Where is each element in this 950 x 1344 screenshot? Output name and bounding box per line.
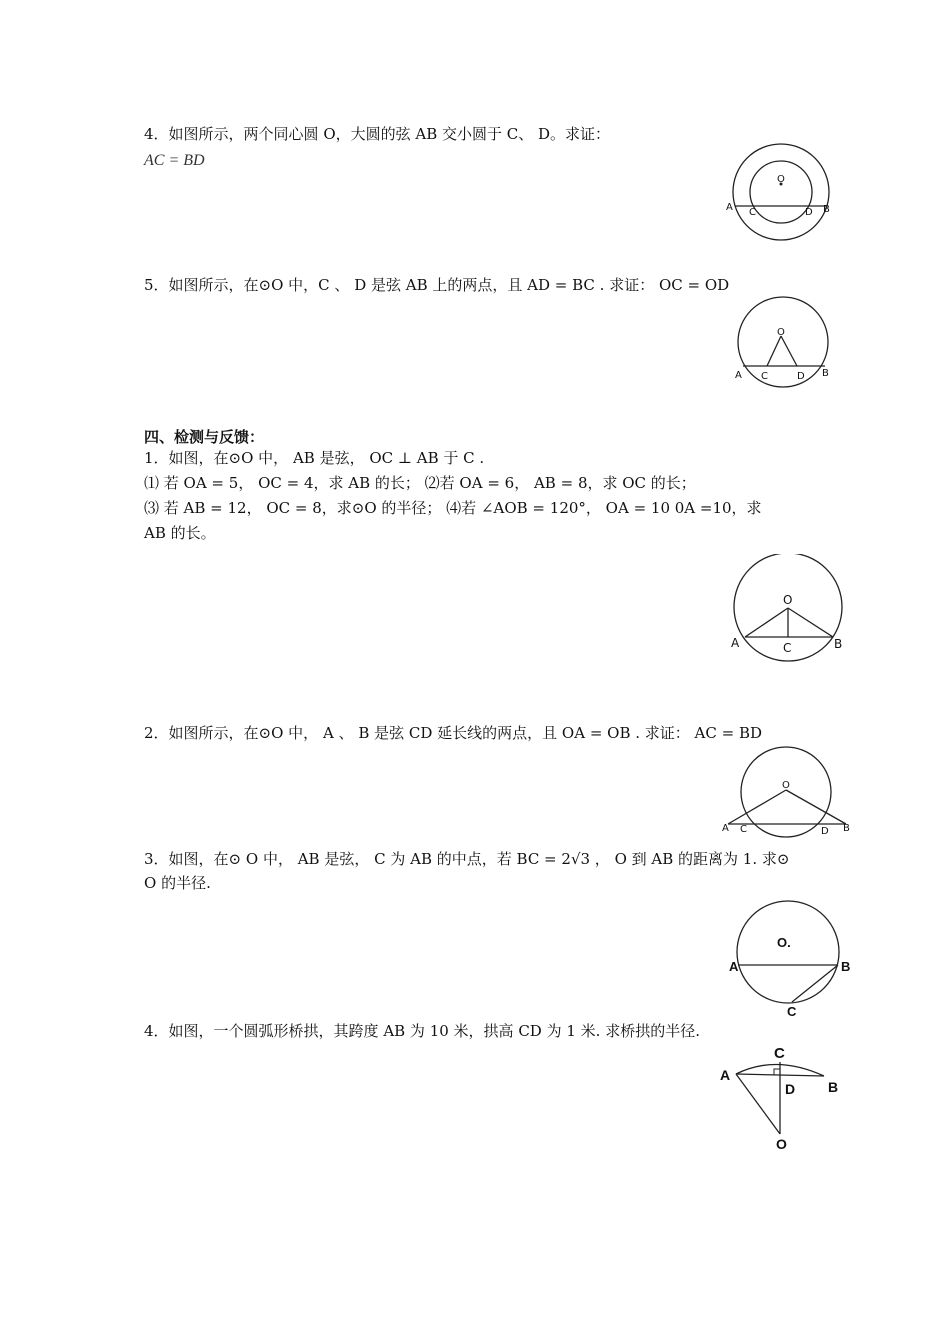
segment-bc: [792, 965, 838, 1002]
feedback-3-statement: 3．如图，在⊙ O 中， AB 是弦， C 为 AB 的中点，若 BC = 2√3 ， O 到 AB 的距离为 1. 求⊙: [144, 850, 790, 868]
label-a: A: [722, 823, 729, 834]
label-o: O: [776, 1136, 787, 1152]
figure-bridge-arch: [716, 1038, 846, 1154]
label-o: O: [782, 780, 790, 791]
label-b: B: [823, 204, 830, 215]
feedback-4-statement: 4．如图，一个圆弧形桥拱，其跨度 AB 为 10 米，拱高 CD 为 1 米. 求桥拱的半径.: [144, 1022, 700, 1040]
label-o: O.: [777, 935, 791, 950]
problem-5-statement: 5．如图所示，在⊙O 中，C 、 D 是弦 AB 上的两点，且 AD = BC . 求证： OC = OD: [144, 276, 730, 294]
label-o: O: [777, 174, 785, 185]
section-heading: 四、检测与反馈：: [144, 428, 265, 446]
label-b: B: [828, 1079, 839, 1095]
label-o: O: [777, 327, 785, 338]
outer-circle: [733, 144, 829, 240]
label-c: C: [749, 207, 756, 218]
problem-4-equation: AC = BD: [144, 152, 205, 169]
circle: [737, 901, 839, 1003]
label-a: A: [720, 1067, 731, 1083]
label-c: C: [761, 371, 768, 382]
label-c: C: [783, 641, 792, 655]
label-a: A: [729, 959, 739, 974]
circle: [738, 297, 828, 387]
figure-concentric-circles: [722, 140, 834, 244]
label-c: C: [787, 1004, 797, 1018]
segment-oc: [767, 336, 781, 366]
figure-circle-arc-midpoint: [726, 894, 854, 1018]
label-b: B: [834, 637, 843, 651]
problem-4-statement: 4．如图所示，两个同心圆 O，大圆的弦 AB 交小圆于 C、 D。求证：: [144, 125, 611, 143]
label-d: D: [797, 371, 805, 382]
segment-od: [781, 336, 797, 366]
label-b: B: [843, 823, 850, 834]
label-a: A: [735, 370, 742, 381]
feedback-1-statement: 1．如图，在⊙O 中， AB 是弦， OC ⊥ AB 于 C .: [144, 449, 485, 467]
label-a: A: [731, 636, 740, 650]
inner-circle: [750, 161, 812, 223]
label-d: D: [821, 826, 829, 837]
figure-circle-oab: [726, 554, 851, 664]
label-c: C: [740, 824, 747, 835]
label-b: B: [841, 959, 851, 974]
right-angle-mark: [774, 1069, 780, 1075]
feedback-1-part-c: AB 的长。: [144, 524, 216, 542]
label-d: D: [785, 1081, 796, 1097]
segment-ao: [736, 1074, 780, 1134]
figure-circle-extended-chord: [720, 746, 852, 840]
segment-ob: [786, 790, 846, 824]
segment-oa: [728, 790, 786, 824]
feedback-1-part-a: ⑴ 若 OA = 5， OC = 4，求 AB 的长； ⑵若 OA = 6， AB = 8，求 OC 的长；: [144, 474, 696, 492]
feedback-3-statement-cont: O 的半径.: [144, 874, 211, 892]
feedback-2-statement: 2．如图所示，在⊙O 中， A 、 B 是弦 CD 延长线的两点，且 OA = OB . 求证： AC = BD: [144, 724, 763, 742]
label-c: C: [774, 1045, 785, 1062]
figure-circle-ocd: [730, 296, 835, 391]
label-b: B: [822, 368, 829, 379]
segment-ob: [788, 608, 833, 637]
label-d: D: [805, 207, 813, 218]
label-a: A: [726, 202, 733, 213]
label-o: O: [783, 593, 793, 607]
segment-oa: [745, 608, 788, 637]
feedback-1-part-b: ⑶ 若 AB = 12， OC = 8，求⊙O 的半径； ⑷若 ∠AOB = 120°， OA = 10 0A =10，求: [144, 499, 762, 517]
